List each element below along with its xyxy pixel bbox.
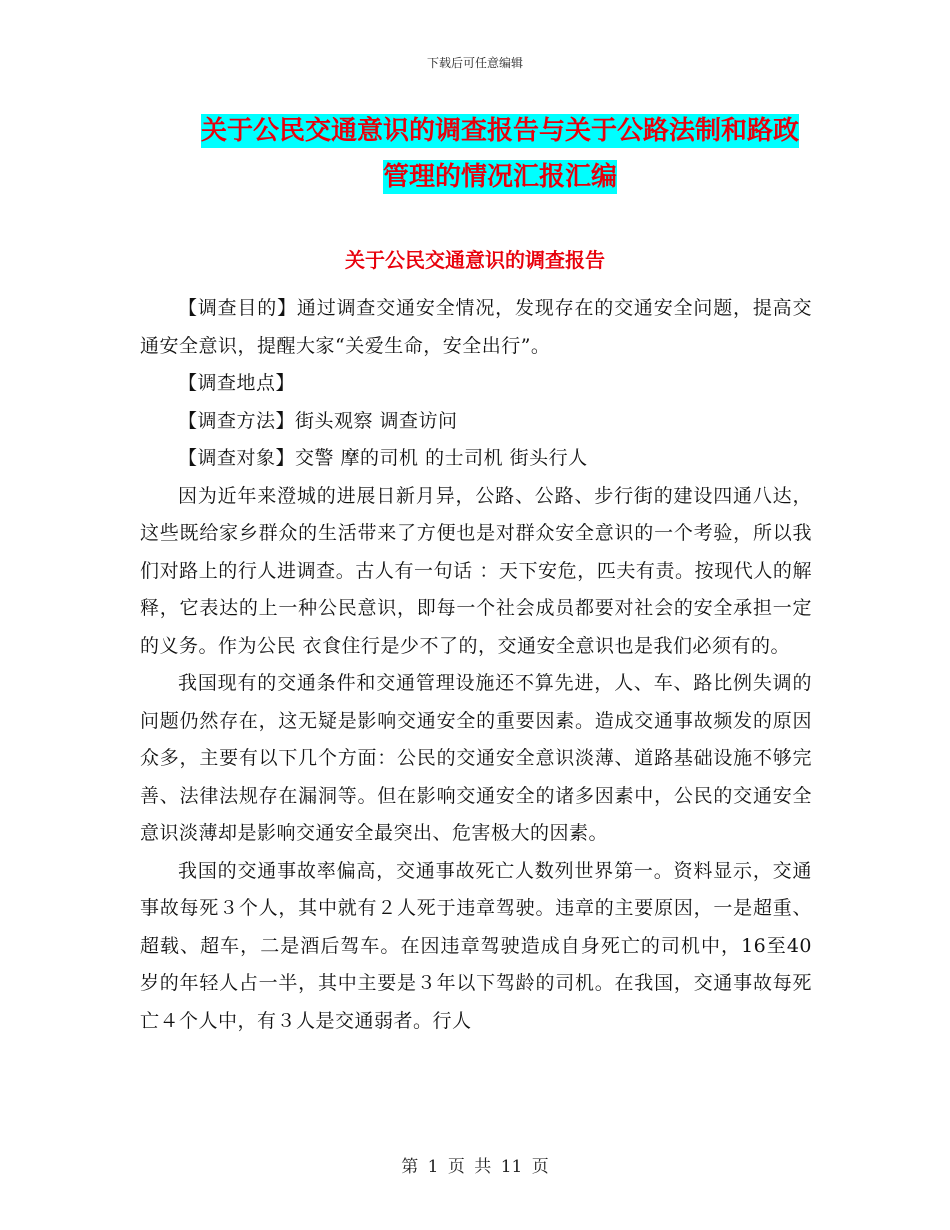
paragraph-statistics: 我国的交通事故率偏高，交通事故死亡人数列世界第一。资料显示，交通事故每死３个人，其中就有２人死于违章驾驶。违章的主要原因，一是超重、超载、超车，二是酒后驾车。在因违章驾驶造成自身死亡的司机中，16至40岁的年轻人占一半，其中主要是３年以下驾龄的司机。在我国，交通事故每死亡４个人中，有３人是交通弱者。行人 bbox=[140, 859, 812, 1032]
header-note: 下载后可任意编辑 bbox=[426, 56, 523, 70]
section-title: 关于公民交通意识的调查报告 bbox=[345, 248, 605, 272]
paragraph-location: 【调查地点】 bbox=[178, 372, 296, 394]
paragraph-causes: 我国现有的交通条件和交通管理设施还不算先进，人、车、路比例失调的问题仍然存在，这无疑是影响交通安全的重要因素。造成交通事故频发的原因众多，主要有以下几个方面：公民的交通安全意识淡薄、道路基础设施不够完善、法律法规存在漏洞等。但在影响交通安全的诸多因素中，公民的交通安全意识淡薄却是影响交通安全最突出、危害极大的因素。 bbox=[140, 672, 812, 844]
paragraph-background: 因为近年来澄城的进展日新月异，公路、公路、步行街的建设四通八达，这些既给家乡群众的生活带来了方便也是对群众安全意识的一个考验，所以我们对路上的行人进调查。古人有一句话 ：天下安危，匹夫有责。按现代人的解释，它表达的上一种公民意识，即每一个社会成员都要对社会的安全承担一定的义务。作为公民 衣食住行是少不了的，交通安全意识也是我们必须有的。 bbox=[140, 484, 812, 657]
document-title-line-1: 关于公民交通意识的调查报告与关于公路法制和路政 bbox=[200, 116, 799, 146]
paragraph-subjects: 【调查对象】交警 摩的司机 的士司机 街头行人 bbox=[178, 447, 588, 469]
paragraph-purpose: 【调查目的】通过调查交通安全情况，发现存在的交通安全问题，提高交通安全意识，提醒大家“关爱生命，安全出行”。 bbox=[140, 297, 812, 357]
document-title-line-2: 管理的情况汇报汇编 bbox=[382, 162, 617, 192]
paragraph-method: 【调查方法】街头观察 调查访问 bbox=[178, 409, 458, 432]
page-footer: 第 1 页 共 11 页 bbox=[401, 1157, 549, 1177]
document-title bbox=[140, 108, 860, 200]
body-text bbox=[140, 290, 812, 1040]
